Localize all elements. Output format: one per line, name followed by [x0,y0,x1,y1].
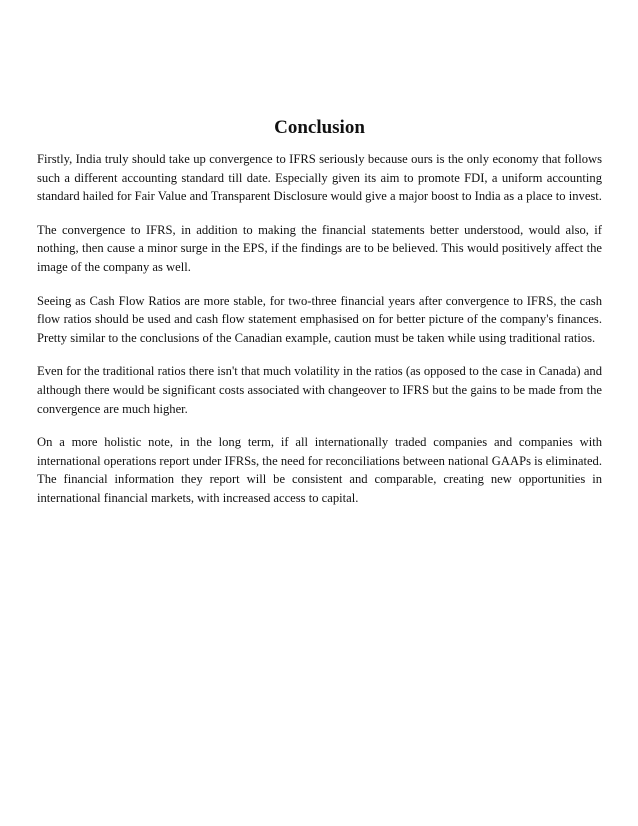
page-title: Conclusion [274,117,365,138]
paragraph-1: Firstly, India truly should take up convergence to IFRS seriously because ours is the only economy that follows such a different accounting standard till date. Especially given its aim to promote FDI, a uniform accounting standard hailed for Fair Value and Transparent Disclosure would give a major boost to India as a place to invest. [37,152,602,204]
paragraph-3: Seeing as Cash Flow Ratios are more stable, for two-three financial years after convergence to IFRS, the cash flow ratios should be used and cash flow statement emphasised on for better picture of the company's finances. Pretty similar to the conclusions of the Canadian example, caution must be taken while using traditional ratios. [37,293,602,345]
document-page [37,0,602,826]
paragraph-2: The convergence to IFRS, in addition to making the financial statements better understood, would also, if nothing, then cause a minor surge in the EPS, if the findings are to be believed. This would positively affect the image of the company as well. [37,222,602,274]
paragraph-4: Even for the traditional ratios there isn't that much volatility in the ratios (as opposed to the case in Canada) and although there would be significant costs associated with changeover to IFRS but the gains to be made from the convergence are much higher. [37,364,602,416]
paragraph-5: On a more holistic note, in the long term, if all internationally traded companies and companies with international operations report under IFRSs, the need for reconciliations between national GAAPs is eliminated. The financial information they report will be consistent and comparable, creating new opportunities in international financial markets, with increased access to capital. [37,435,602,505]
